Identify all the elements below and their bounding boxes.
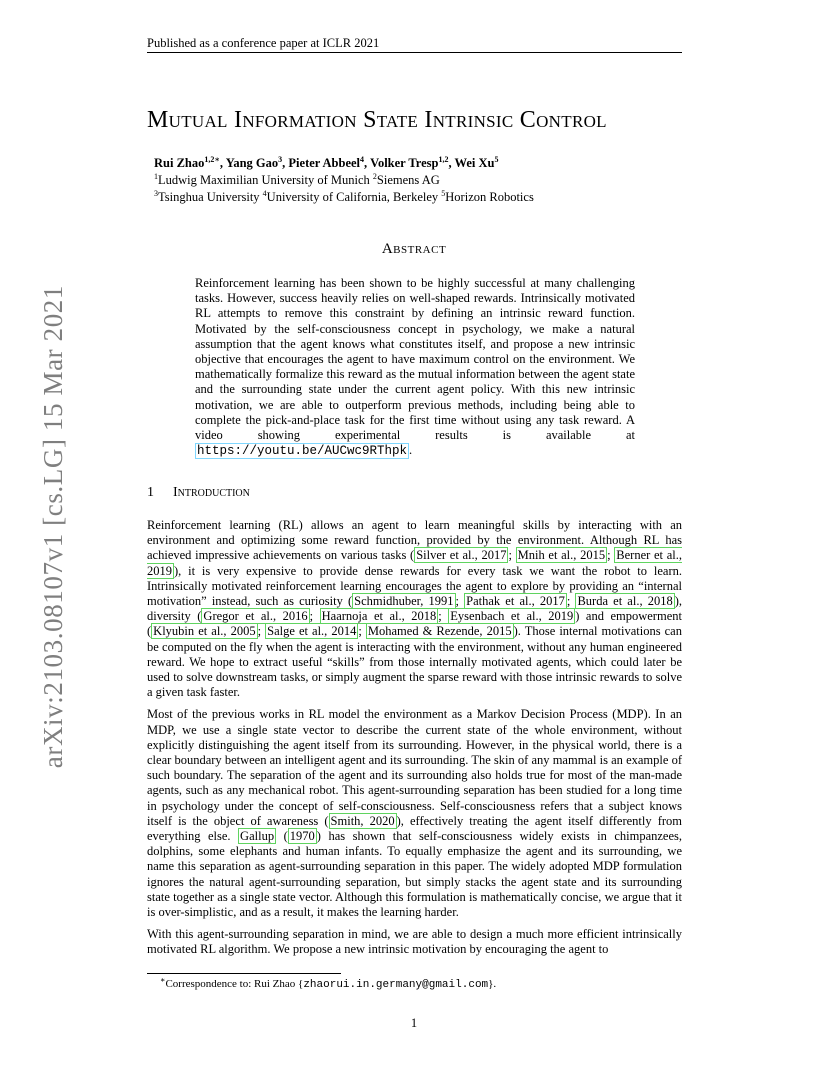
arxiv-stamp (33, 285, 73, 769)
affiliation-line-2 (154, 189, 674, 206)
paragraph-text: ; (358, 624, 366, 639)
abstract-text: Reinforcement learning has been shown to be highly successful at many challenging tasks. However, success heavily relies on well-shaped rewards. Intrinsically motivated RL attempts to remove this constraint by defining an intrinsic reward function. Motivated by the self-consciousness concept in psychology, we make a natural assumption that the agent knows what constitutes itself, and propose a new intrinsic objective that encourages the agent to have maximum control on the environment. We mathematically formalize this reward as the mutual information between the agent state and the surrounding state under the current agent policy. With this new intrinsic motivation, we are able to outperform previous methods, including being able to complete the pick-and-place task for the first time without using any task reward. A video showing experimental results is available at (195, 276, 635, 443)
author-separator: , (448, 156, 455, 170)
section-number: 1 (147, 485, 154, 500)
paragraph-text: ) and empowerment ( (147, 609, 682, 639)
video-link[interactable]: https://youtu.be/AUCwc9RThpk (197, 444, 408, 459)
citation-link[interactable]: Berner et al., 2019 (147, 548, 682, 578)
paragraph-text: Most of the previous works in RL model the environment as a Markov Decision Process (MDP). In an MDP, we use a single state vector to describe the current state of the whole environment, without explicitly distinguishing the agent itself from its surrounding. However, in the physical world, there is a clear boundary between an intelligent agent and its surrounding. The skin of any mammal is an example of such boundary. The separation of the agent and its surrounding also holds true for most of the man-made agents, such as any mechanical robot. This agent-surrounding separation has been studied for a long time in psychology under the concept of self-consciousness. Self-consciousness refers that a subject knows itself is the object of awareness ( (147, 707, 682, 828)
paragraph-text: ; (607, 548, 615, 563)
paragraph (147, 707, 682, 920)
affiliation-sup: 2 (372, 171, 377, 181)
paragraph-text: ), effectively treating the agent itself differently from everything else. (147, 813, 682, 844)
affiliation-sup: 5 (441, 188, 446, 198)
footnote-text: Correspondence to: Rui Zhao { (165, 978, 304, 990)
citation-link[interactable]: Eysenbach et al., 2019 (450, 609, 574, 624)
venue-header: Published as a conference paper at ICLR 2021 (147, 36, 380, 50)
paragraph-text: ), diversity ( (147, 594, 682, 624)
header-rule (147, 52, 682, 53)
abstract-body (195, 276, 635, 459)
paper-title: Mutual Information State Intrinsic Control (147, 107, 607, 133)
paragraph (147, 927, 682, 957)
paragraph-text: With this agent-surrounding separation in mind, we are able to design a much more efficient intrinsically motivated RL algorithm. We propose a new intrinsic motivation by encouraging the agent to (147, 927, 682, 957)
abstract-link-suffix: . (409, 443, 413, 458)
author-separator: , (364, 156, 371, 170)
citation-link[interactable]: Gregor et al., 2016 (203, 609, 308, 624)
author-names (154, 155, 674, 172)
affiliation-line-1 (154, 172, 674, 189)
footnote (160, 977, 680, 992)
paragraph-text: ; (309, 609, 320, 624)
author-separator: , (282, 156, 289, 170)
footnote-email[interactable]: zhaorui.in.germany@gmail.com (303, 979, 489, 991)
affiliation-name: Horizon Robotics (445, 190, 534, 204)
citation-link[interactable]: Gallup (240, 829, 275, 844)
author-footnote-mark: ∗ (214, 154, 220, 164)
paragraph-text: ; (508, 548, 516, 563)
footnote-rule (147, 973, 341, 974)
author-block (154, 155, 674, 206)
affiliation-sup: 1 (154, 171, 158, 181)
author-affiliation-sup: 1,2 (438, 154, 449, 164)
paragraph-text: ; (438, 609, 449, 624)
citation-link[interactable]: Pathak et al., 2017 (466, 594, 565, 609)
paragraph-text: ), it is very expensive to provide dense rewards for every task we want the robot to learn. Intrinsically motivated reinforcement learning encourages the agent to explore by providing an “internal motivation” instead, such as curiosity ( (147, 563, 682, 609)
footnote-suffix: }. (488, 978, 497, 990)
introduction-body (147, 518, 682, 965)
affiliation-sup: 4 (262, 188, 267, 198)
affiliation-name: Tsinghua University (158, 190, 263, 204)
citation-link[interactable]: Smith, 2020 (330, 813, 395, 828)
citation-link[interactable]: 1970 (289, 829, 315, 844)
author-name: Pieter Abbeel (288, 156, 361, 170)
citation-link[interactable]: Schmidhuber, 1991 (354, 594, 454, 609)
author-name: Yang Gao (225, 156, 279, 170)
affiliation-sup: 3 (154, 188, 158, 198)
affiliation-name: Siemens AG (376, 173, 440, 187)
citation-link[interactable]: Burda et al., 2018 (577, 594, 673, 609)
paragraph-text: ( (276, 829, 288, 844)
paragraph-text: ) has shown that self-consciousness widely exists in chimpanzees, dolphins, some elephants and human infants. To equally emphasize the agent and its surrounding, we name this separation as agent-surrounding separation in this paper. The widely adopted MDP formulation ignores the natural agent-surrounding separation, but simply stacks the agent state and its surrounding state together as a single state vector. Although this formulation is mathematically concise, we argue that it is over-simplistic, and as a result, it makes the learning harder. (147, 829, 683, 920)
paragraph-text: ; (455, 594, 465, 609)
author-affiliation-sup: 5 (494, 154, 499, 164)
citation-link[interactable]: Mnih et al., 2015 (517, 548, 606, 563)
author-name: Rui Zhao (154, 156, 205, 170)
section-title: Introduction (173, 485, 250, 500)
author-separator: , (219, 156, 226, 170)
abstract-heading: Abstract (381, 241, 447, 257)
author-name: Volker Tresp (370, 156, 439, 170)
citation-link[interactable]: Silver et al., 2017 (416, 548, 507, 563)
paragraph (147, 518, 682, 700)
paragraph-text: ; (566, 594, 576, 609)
paragraph-text: ). Those internal motivations can be computed on the fly when the agent is interacting with the environment, without any human engineered reward. We hope to extract useful “skills” from those internally motivated agents, which could later be used to solve downstream tasks, or simply augment the sparse reward with those intrinsic rewards to solve a given task faster. (147, 624, 682, 700)
author-name: Wei Xu (454, 156, 495, 170)
arxiv-stamp-text: arXiv:2103.08107v1 [cs.LG] 15 Mar 2021 (37, 285, 68, 769)
paragraph-text: Reinforcement learning (RL) allows an agent to learn meaningful skills by interacting with an environment and optimizing some reward function, provided by the environment. Although RL has achieved impressive achievements on various tasks ( (147, 518, 682, 563)
affiliation-name: University of California, Berkeley (266, 190, 442, 204)
section-heading (147, 484, 682, 502)
footnote-mark: ∗ (160, 975, 166, 985)
citation-link[interactable]: Mohamed & Rezende, 2015 (367, 624, 512, 639)
affiliation-name: Ludwig Maximilian University of Munich (158, 173, 373, 187)
citation-link[interactable]: Klyubin et al., 2005 (153, 624, 256, 639)
author-affiliation-sup: 3 (278, 154, 283, 164)
citation-link[interactable]: Salge et al., 2014 (267, 624, 357, 639)
author-affiliation-sup: 4 (360, 154, 365, 164)
citation-link[interactable]: Haarnoja et al., 2018 (321, 609, 437, 624)
author-affiliation-sup: 1,2 (204, 154, 215, 164)
paragraph-text: ; (257, 624, 266, 639)
page-number: 1 (410, 1016, 418, 1030)
